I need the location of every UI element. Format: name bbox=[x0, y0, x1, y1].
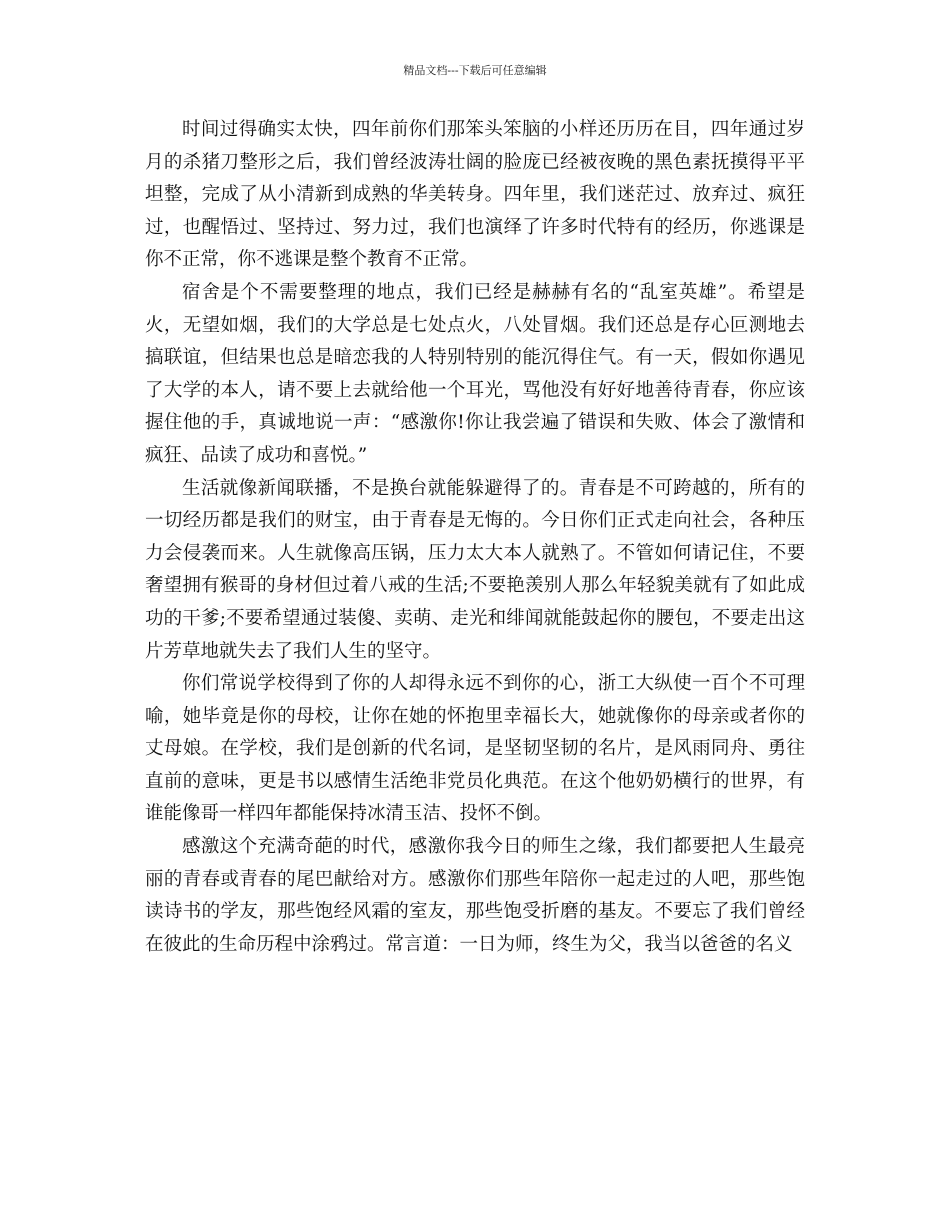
paragraph: 生活就像新闻联播，不是换台就能躲避得了的。青春是不可跨越的，所有的一切经历都是我们的财宝，由于青春是无悔的。今日你们正式走向社会，各种压力会侵袭而来。人生就像高压锅，压力太大本人就熟了。不管如何请记住，不要奢望拥有猴哥的身材但过着八戒的生活;不要艳羡别人那么年轻貌美就有了如此成功的干爹;不要希望通过装傻、卖萌、走光和绯闻就能鼓起你的腰包，不要走出这片芳草地就失去了我们人生的坚守。 bbox=[145, 477, 805, 662]
paragraph: 感激这个充满奇葩的时代，感激你我今日的师生之缘，我们都要把人生最亮丽的青春或青春的尾巴献给对方。感激你们那些年陪你一起走过的人吧，那些饱读诗书的学友，那些饱经风霜的室友，那些饱受折磨的基友。不要忘了我们曾经在彼此的生命历程中涂鸦过。常言道：一日为师，终生为父，我当以爸爸的名义 bbox=[145, 836, 805, 955]
document-body bbox=[145, 114, 805, 961]
paragraph: 时间过得确实太快，四年前你们那笨头笨脑的小样还历历在目，四年通过岁月的杀猪刀整形之后，我们曾经波涛壮阔的脸庞已经被夜晚的黑色素抚摸得平平坦整，完成了从小清新到成熟的华美转身。四年里，我们迷茫过、放弃过、疯狂过，也醒悟过、坚持过、努力过，我们也演绎了许多时代特有的经历，你逃课是你不正常，你不逃课是整个教育不正常。 bbox=[145, 119, 805, 271]
page-header: 精品文档---下载后可任意编辑 bbox=[403, 64, 547, 77]
paragraph: 你们常说学校得到了你的人却得永远不到你的心，浙工大纵使一百个不可理喻，她毕竟是你的母校，让你在她的怀抱里幸福长大，她就像你的母亲或者你的丈母娘。在学校，我们是创新的代名词，是坚韧坚韧的名片，是风雨同舟、勇往直前的意味，更是书以感情生活绝非党员化典范。在这个他奶奶横行的世界，有谁能像哥一样四年都能保持冰清玉洁、投怀不倒。 bbox=[145, 673, 805, 825]
paragraph: 宿舍是个不需要整理的地点，我们已经是赫赫有名的“乱室英雄”。希望是火，无望如烟，我们的大学总是七处点火，八处冒烟。我们还总是存心叵测地去搞联谊，但结果也总是暗恋我的人特别特别的能沉得住气。有一天，假如你遇见了大学的本人，请不要上去就给他一个耳光，骂他没有好好地善待青春，你应该握住他的手，真诚地说一声：“感激你!你让我尝遍了错误和失败、体会了激情和疯狂、品读了成功和喜悦。” bbox=[145, 281, 805, 466]
